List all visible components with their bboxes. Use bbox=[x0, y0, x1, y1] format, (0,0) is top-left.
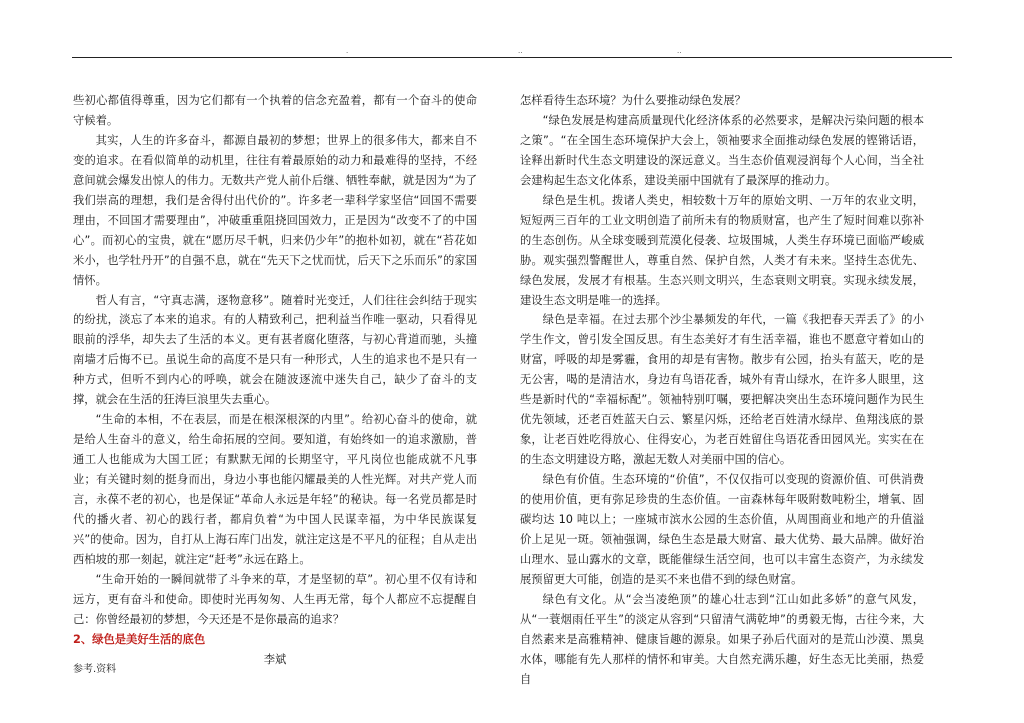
paragraph: 哲人有言，“守真志满，逐物意移”。随着时光变迁，人们往往会纠结于现实的纷扰，淡忘了本来的追求。有的人精致利己，把利益当作唯一驱动，只看得见眼前的浮华，却失去了生活的本义。更有甚者腐化堕落，与初心背道而驰，头撞南墙才后悔不已。虽说生命的高度不是只有一种形式，人生的追求也不是只有一种方式，但听不到内心的呼唤，就会在随波逐流中迷失自己，缺少了奋斗的支撑，就会在生活的狂涛巨浪里失去重心。 bbox=[73, 293, 477, 407]
paragraph: 怎样看待生态环境？为什么要推动绿色发展？ bbox=[520, 94, 746, 107]
section-heading: 2、绿色是美好生活的底色 bbox=[73, 632, 206, 646]
left-column bbox=[73, 91, 477, 670]
right-column bbox=[520, 91, 924, 690]
paragraph: “绿色发展是构建高质量现代化经济体系的必然要求，是解决污染问题的根本之策”。“在全国生态环境保护大会上，领袖要求全面推动绿色发展的铿锵话语，诠释出新时代生态文明建设的深远意义。当生态价值观浸润每个人心间，当全社会建构起生态文化体系，建设美丽中国就有了最深厚的推动力。 bbox=[520, 113, 924, 187]
paragraph: “生命的本相，不在表层，而是在根深根深的内里”。给初心奋斗的使命，就是给人生奋斗的意义，给生命拓展的空间。要知道，有始终如一的追求激励，普通工人也能成为大国工匠；有默默无闻的长期坚守，平凡岗位也能成就不凡事业；有关键时刻的挺身而出，身边小事也能闪耀最美的人性光辉。对共产党人而言，永葆不老的初心，也是保证“革命人永远是年轻”的秘诀。每一名党员都是时代的播火者、初心的践行者，都肩负着“为中国人民谋幸福，为中华民族谋复兴”的使命。因为，自打从上海石库门出发，就注定这是不平凡的征程；自从走出西柏坡的那一刻起，就注定“赶考”永远在路上。 bbox=[73, 413, 477, 566]
paragraph: 绿色有价值。生态环境的“价值”，不仅仅指可以变现的资源价值、可供消费的使用价值，更有弥足珍贵的生态价值。一亩森林每年吸附数吨粉尘，增氧、固碳均达 10 吨以上；一座城市滨水公园的生态价值，从周围商业和地产的升值溢价上足见一斑。领袖强调，绿色生态是最大财富、最大优势、最大品牌。做好治山理水、显山露水的文章，既能催绿生活空间，也可以丰富生态资产，为永续发展预留更大可能，创造的是买不来也借不到的绿色财富。 bbox=[520, 473, 924, 586]
author-name: 李斌 bbox=[263, 652, 287, 666]
paragraph: 其实，人生的许多奋斗，都源自最初的梦想；世界上的很多伟大，都来自不变的追求。在看似简单的动机里，往往有着最原始的动力和最难得的坚持，不经意间就会爆发出惊人的伟力。无数共产党人前仆后继、牺牲奉献，就是因为“为了我们崇高的理想，我们是舍得付出代价的”。许多老一辈科学家坚信“回国不需要理由，不回国才需要理由”，冲破重重阻挠回国效力，正是因为“改变不了的中国心”。而初心的宝贵，就在“愿历尽千帆，归来仍少年”的抱朴如初，就在“苔花如米小，也学牡丹开”的自强不息，就在“先天下之忧而忧，后天下之乐而乐”的家国情怀。 bbox=[73, 133, 477, 287]
header-rule bbox=[72, 57, 952, 58]
footer-label: 参考.资料 bbox=[73, 664, 117, 675]
header-mark: ·· bbox=[518, 49, 523, 57]
paragraph: 绿色是生机。拨诸人类史，相较数十万年的原始文明、一万年的农业文明，短短两三百年的工业文明创造了前所未有的物质财富，也产生了短时间难以弥补的生态创伤。从全球变暖到荒漠化侵袭、垃圾围城，人类生存环境已面临严峻威胁。观实强烈警醒世人，尊重自然、保护自然，人类才有未来。坚持生态优先、绿色发展，发展才有根基。生态兴则文明兴，生态衰则文明衰。实现永续发展，建设生态文明是唯一的选择。 bbox=[520, 193, 924, 307]
paragraph: “生命开始的一瞬间就带了斗争来的草，才是坚韧的草”。初心里不仅有诗和远方，更有奋斗和使命。即使时光再匆匆、人生再无常，每个人都应不忘提醒自己：你曾经最初的梦想，今天还是不是你最高的追求？ bbox=[73, 572, 477, 626]
paragraph: 些初心都值得尊重，因为它们都有一个执着的信念充盈着，都有一个奋斗的使命守候着。 bbox=[73, 94, 477, 127]
paragraph: 绿色有文化。从“会当凌绝顶”的雄心壮志到“江山如此多娇”的意气风发，从“一蓑烟雨任平生”的淡定从容到“只留清气满乾坤”的勇毅无悔，古往今来，大自然素来是高雅精神、健康旨趣的源泉。如果子孙后代面对的是荒山沙漠、黑臭水体，哪能有先人那样的情怀和审美。大自然充满乐趣，好生态无比美丽，热爱自 bbox=[520, 592, 924, 686]
paragraph: 绿色是幸福。在过去那个沙尘暴频发的年代，一篇《我把春天弄丢了》的小学生作文，曾引发全国反思。有生态美好才有生活幸福，谁也不愿意守着如山的财富，呼吸的却是雾霾，食用的却是有害物。散步有公园，抬头有蓝天，吃的是无公害，喝的是清洁水，身边有鸟语花香，城外有青山绿水，在许多人眼里，这些是新时代的“幸福标配”。领袖特别叮嘱，要把解决突出生态环境问题作为民生优先领域，还老百姓蓝天白云、繁星闪烁，还给老百姓清水绿岸、鱼翔浅底的景象，让老百姓吃得放心、住得安心，为老百姓留住鸟语花香田园风光。实实在在的生态文明建设方略，激起无数人对美丽中国的信心。 bbox=[520, 313, 924, 467]
header-mark: · bbox=[346, 49, 349, 57]
header-mark: ·· bbox=[677, 49, 682, 57]
